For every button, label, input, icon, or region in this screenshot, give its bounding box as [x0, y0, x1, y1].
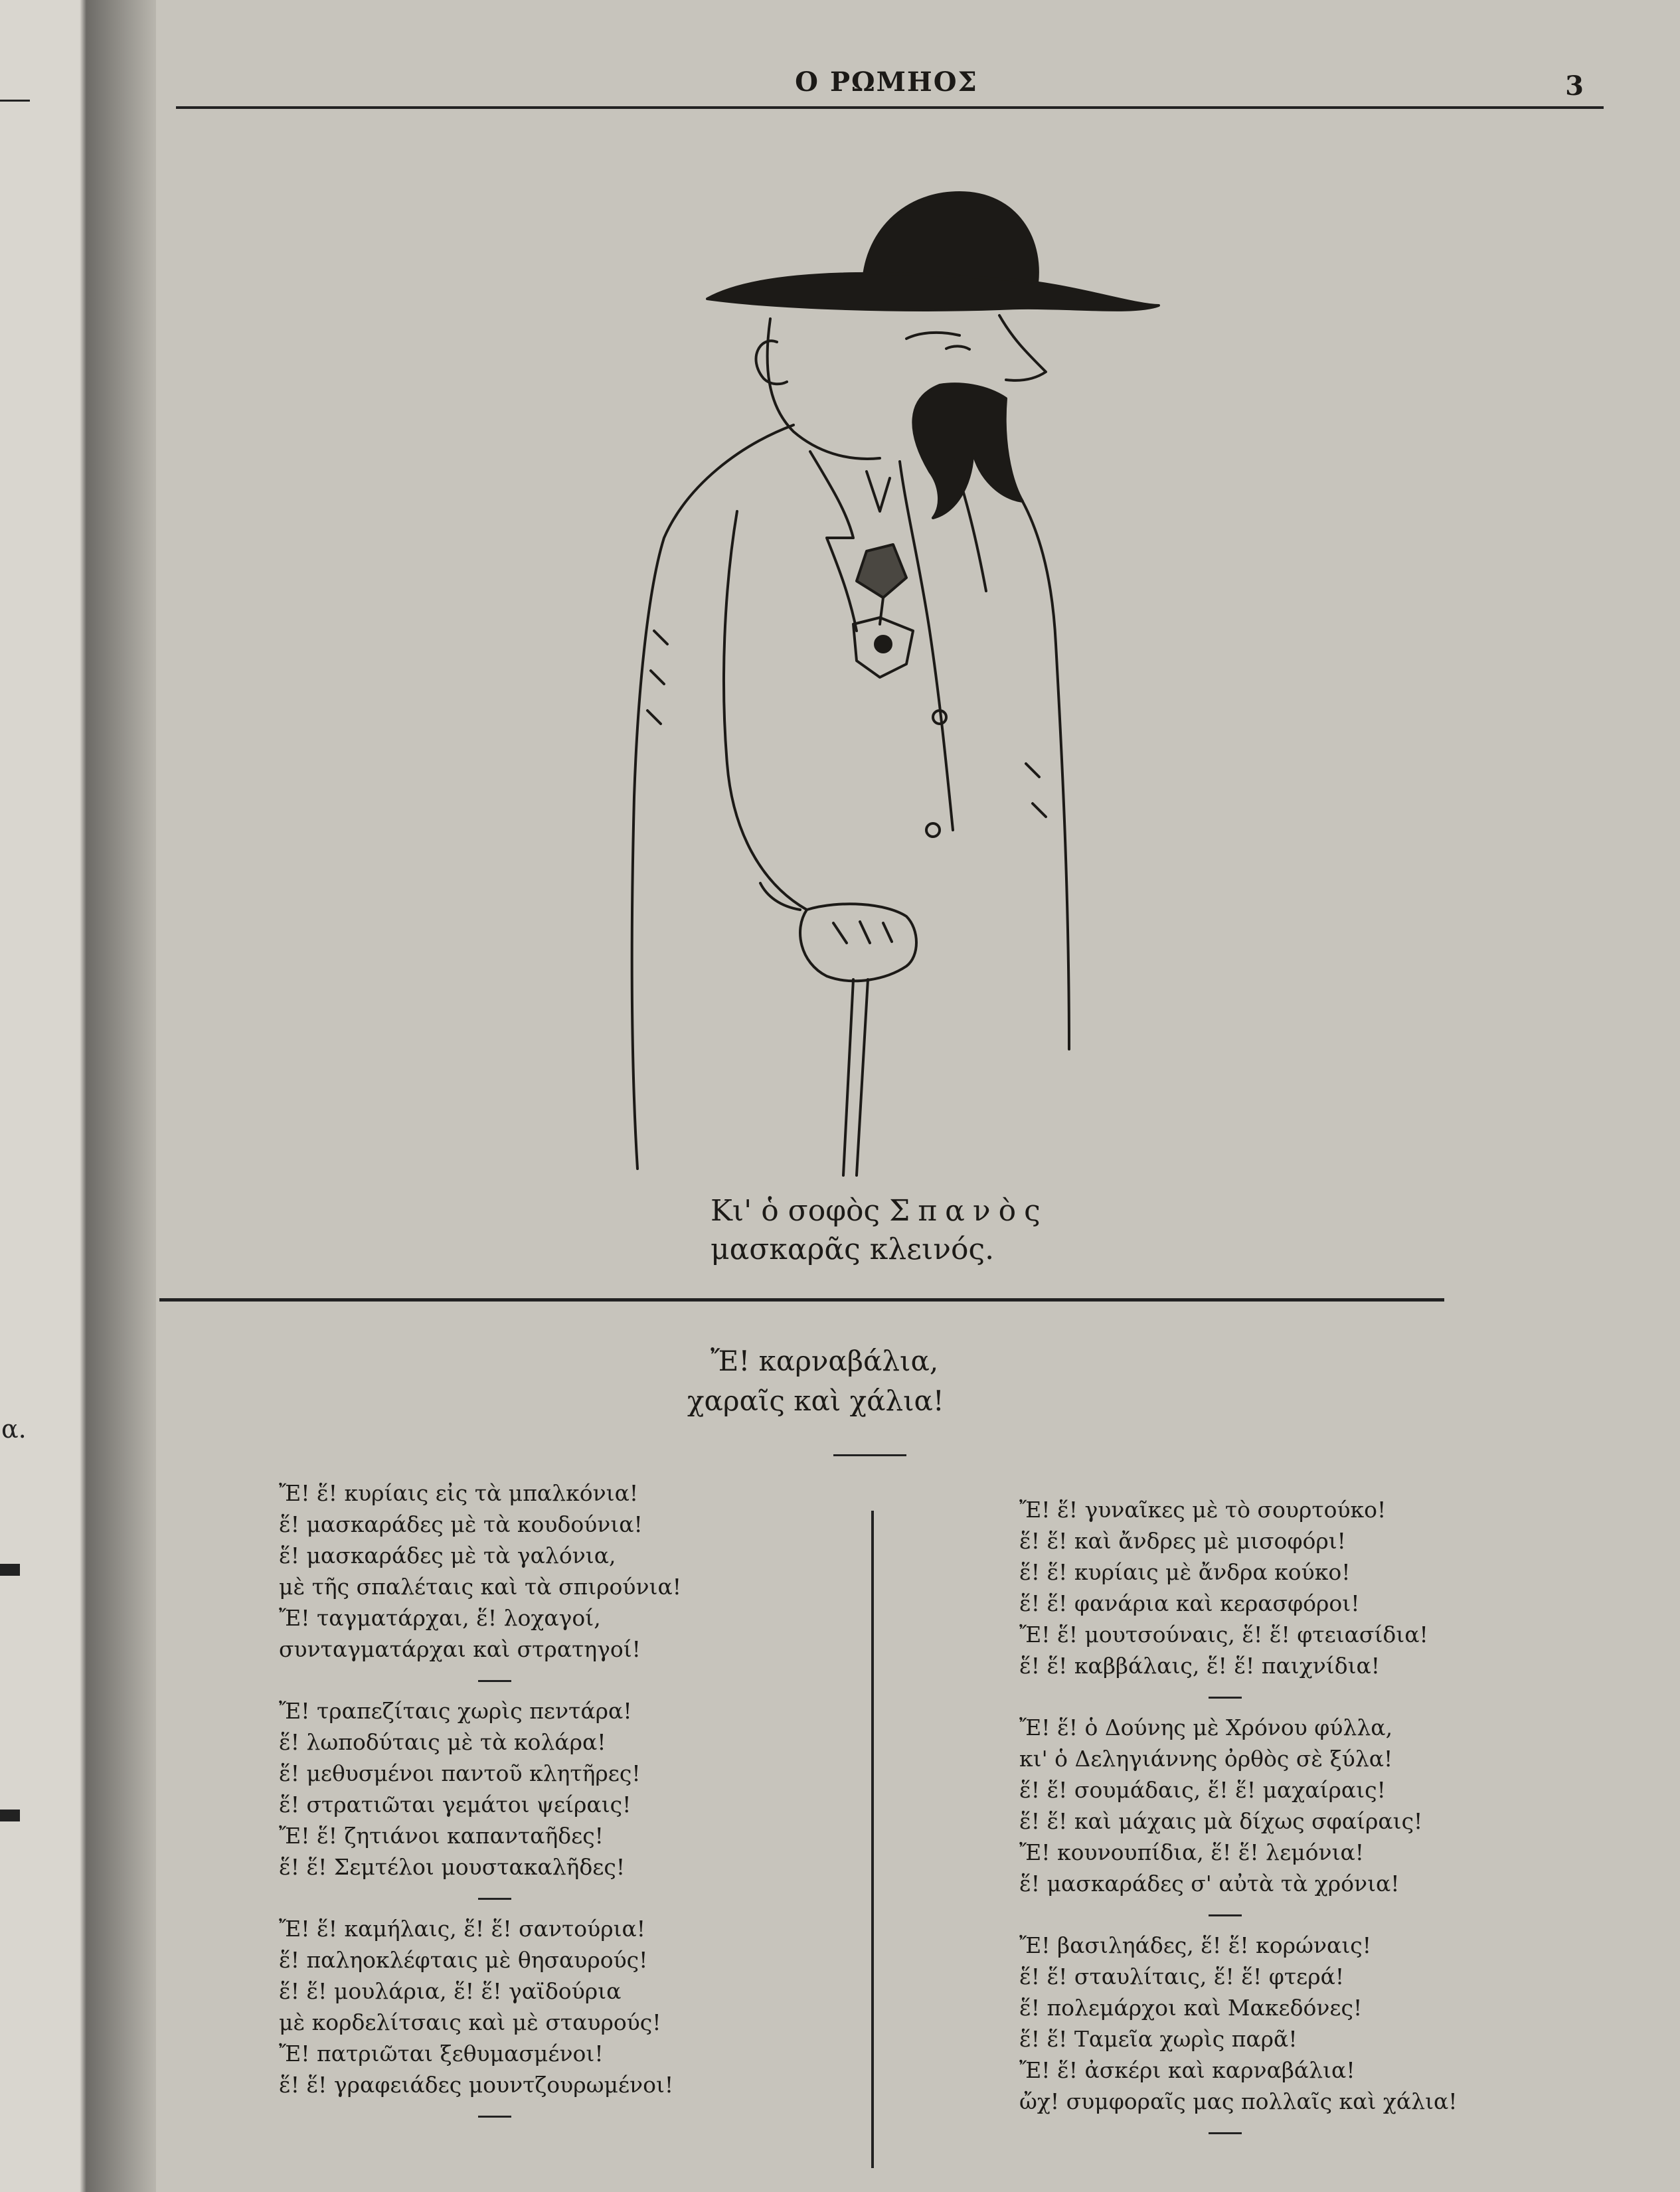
stanza-separator — [1209, 2132, 1242, 2134]
illustration-caption — [711, 1192, 1308, 1269]
binding-spine — [0, 0, 156, 2192]
spine-rule — [0, 100, 30, 102]
medal — [857, 545, 906, 598]
poem-line: ἕ! παληοκλέφταις μὲ θησαυρούς! — [279, 1947, 648, 1973]
moustache — [913, 384, 1023, 518]
poem-line: ἕ! ἕ! καὶ ἄνδρες μὲ μισοφόρι! — [1019, 1528, 1346, 1554]
stanza — [279, 1477, 681, 1665]
refrain-line2: χαραῖς καὶ χάλια! — [687, 1385, 944, 1417]
poem-line: ἕ! στρατιῶται γεμάτοι ψείραις! — [279, 1792, 631, 1817]
poem-line: Ἔ! ἕ! καμήλαις, ἕ! ἕ! σαντούρια! — [279, 1916, 646, 1942]
poem-line: Ἔ! ἕ! γυναῖκες μὲ τὸ σουρτούκο! — [1019, 1497, 1386, 1523]
stanza-separator — [1209, 1697, 1242, 1699]
poem-right-column — [1019, 1494, 1458, 2148]
stanza-separator — [478, 1680, 511, 1682]
poem-line: ἕ! πολεμάρχοι καὶ Μακεδόνες! — [1019, 1995, 1363, 2021]
column-divider — [871, 1511, 874, 2168]
spine-fragment: α. — [1, 1414, 27, 1444]
poem-line: ἕ! μασκαράδες μὲ τὰ κουδούνια! — [279, 1511, 643, 1537]
spine-rule — [0, 1810, 20, 1821]
poem-line: μὲ τῆς σπαλέταις καὶ τὰ σπιρούνια! — [279, 1574, 682, 1600]
poem-line: Ἔ! ἕ! κυρίαις εἰς τὰ μπαλκόνια! — [279, 1480, 639, 1506]
stanza — [1019, 1494, 1458, 1681]
poem-line: Ἔ! ἕ! μουτσούναις, ἕ! ἕ! φτειασίδια! — [1019, 1622, 1428, 1647]
caption-name-spaced: Σπανὸς — [889, 1194, 1049, 1228]
stanza — [279, 1695, 681, 1883]
poem-line: ἕ! ἕ! Ταμεῖα χωρὶς παρᾶ! — [1019, 2026, 1298, 2052]
poem-line: Ἔ! ταγματάρχαι, ἕ! λοχαγοί, — [279, 1605, 601, 1631]
poem-line: ἕ! μασκαράδες σ' αὐτὰ τὰ χρόνια! — [1019, 1871, 1400, 1897]
poem-line: Ἔ! βασιληάδες, ἕ! ἕ! κορώναις! — [1019, 1932, 1371, 1958]
poem-line: ἕ! ἕ! σουμάδαις, ἕ! ἕ! μαχαίραις! — [1019, 1777, 1386, 1803]
poem-line: Ἔ! τραπεζίταις χωρὶς πεντάρα! — [279, 1698, 632, 1724]
poem-line: Ἔ! ἕ! ὁ Δούνης μὲ Χρόνου φύλλα, — [1019, 1715, 1393, 1740]
poem-line: Ἔ! ἕ! ζητιάνοι καπανταῆδες! — [279, 1823, 604, 1849]
poem-refrain — [687, 1341, 1351, 1421]
face — [768, 319, 880, 459]
poem-line: ἕ! ἕ! φανάρια καὶ κερασφόροι! — [1019, 1590, 1360, 1616]
caption-line2: μασκαρᾶς κλεινός. — [711, 1232, 995, 1266]
poem-line: ἕ! ἕ! Σεμτέλοι μουστακαλῆδες! — [279, 1854, 626, 1880]
poem-line: ἕ! ἕ! καὶ μάχαις μὰ δίχως σφαίραις! — [1019, 1808, 1423, 1834]
page-number: 3 — [1565, 70, 1584, 102]
poem-line: συνταγματάρχαι καὶ στρατηγοί! — [279, 1636, 641, 1662]
caption-line1-a: Κι' ὁ σοφὸς — [711, 1194, 881, 1228]
poem-line: ἕ! μεθυσμένοι παντοῦ κλητῆρες! — [279, 1760, 641, 1786]
poem-line: ἕ! ἕ! γραφειάδες μουντζουρωμένοι! — [279, 2072, 674, 2098]
poem-line: μὲ κορδελίτσαις καὶ μὲ σταυρούς! — [279, 2009, 661, 2035]
stanza — [1019, 1712, 1458, 1899]
stanza-separator — [478, 1898, 511, 1900]
poem-line: ἕ! λωποδύταις μὲ τὰ κολάρα! — [279, 1729, 606, 1755]
cane — [843, 979, 868, 1175]
stanza-separator — [478, 2116, 511, 2118]
poem-line: ἕ! ἕ! μουλάρια, ἕ! ἕ! γαϊδούρια — [279, 1978, 622, 2004]
newspaper-title: Ο ΡΩΜΗΟΣ — [795, 66, 978, 98]
poem-line: Ἔ! πατριῶται ξεθυμασμένοι! — [279, 2041, 604, 2066]
header-rule — [176, 106, 1604, 109]
hat-brim — [707, 274, 1159, 310]
section-rule — [159, 1298, 1444, 1302]
poem-line: ἕ! ἕ! καββάλαις, ἕ! ἕ! παιχνίδια! — [1019, 1653, 1381, 1679]
refrain-dash — [833, 1454, 906, 1456]
caricature-illustration — [628, 166, 1272, 1182]
newspaper-page — [156, 0, 1680, 2192]
hand — [800, 904, 916, 981]
poem-line: ἕ! ἕ! κυρίαις μὲ ἄνδρα κούκο! — [1019, 1559, 1351, 1585]
poem-left-column — [279, 1477, 681, 2131]
coat-outline — [632, 425, 794, 1169]
poem-line: ὤχ! συμφοραῖς μας πολλαῖς καὶ χάλια! — [1019, 2088, 1458, 2114]
poem-line: ἕ! ἕ! σταυλίταις, ἕ! ἕ! φτερά! — [1019, 1964, 1345, 1989]
poem-line: κι' ὁ Δεληγιάννης ὀρθὸς σὲ ξύλα! — [1019, 1746, 1393, 1772]
stanza — [1019, 1930, 1458, 2117]
poem-line: Ἔ! κουνουπίδια, ἕ! ἕ! λεμόνια! — [1019, 1839, 1365, 1865]
stanza-separator — [1209, 1914, 1242, 1916]
stanza — [279, 1913, 681, 2100]
poem-line: Ἔ! ἕ! ἀσκέρι καὶ καρναβάλια! — [1019, 2057, 1355, 2083]
spine-rule — [0, 1564, 20, 1576]
refrain-line1: Ἔ! καρναβάλια, — [711, 1345, 939, 1377]
poem-line: ἕ! μασκαράδες μὲ τὰ γαλόνια, — [279, 1543, 616, 1568]
